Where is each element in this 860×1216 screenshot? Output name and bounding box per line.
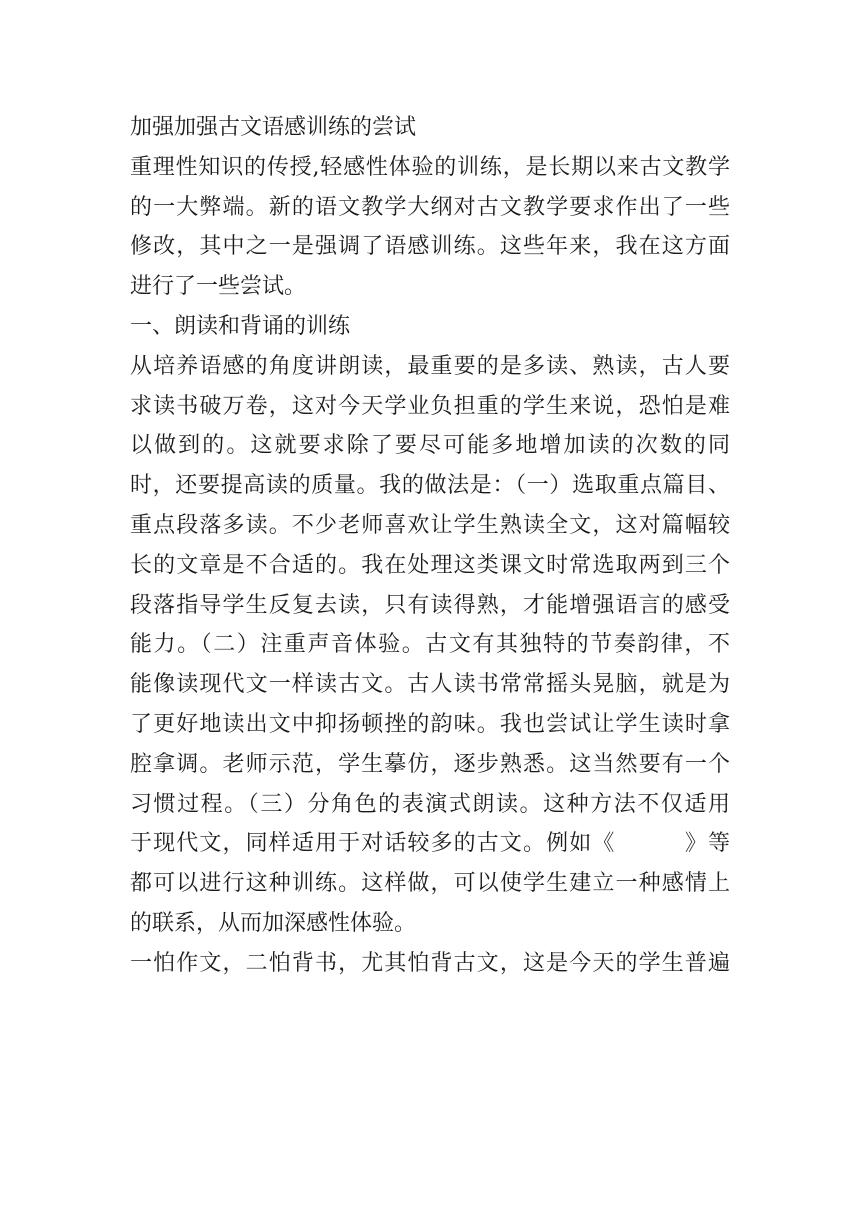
- paragraph-line: 了更好地读出文中抑扬顿挫的韵味。我也尝试让学生读时拿: [130, 711, 730, 737]
- paragraph-line: 长的文章是不合适的。我在处理这类课文时常选取两到三个: [130, 552, 730, 578]
- paragraph-line: 求读书破万卷，这对今天学业负担重的学生来说，恐怕是难: [130, 393, 730, 419]
- paragraph-line: 的一大弊端。新的语文教学大纲对古文教学要求作出了一些: [130, 194, 730, 220]
- paragraph-line: 腔拿调。老师示范，学生摹仿，逐步熟悉。这当然要有一个: [130, 751, 730, 777]
- paragraph-line: 从培养语感的角度讲朗读，最重要的是多读、熟读，古人要: [130, 353, 730, 379]
- paragraph-line: 段落指导学生反复去读，只有读得熟，才能增强语言的感受: [130, 592, 730, 618]
- document-title: 加强加强古文语感训练的尝试: [130, 115, 417, 140]
- paragraph-line: 一怕作文，二怕背书，尤其怕背古文，这是今天的学生普遍: [130, 950, 730, 976]
- paragraph-line: 重理性知识的传授,轻感性体验的训练，是长期以来古文教学: [130, 154, 730, 180]
- document-body: [130, 108, 730, 984]
- paragraph-line: 能力。（二）注重声音体验。古文有其独特的节奏韵律，不: [130, 632, 730, 658]
- paragraph-line: 进行了一些尝试。: [130, 274, 307, 300]
- paragraph-line: 以做到的。这就要求除了要尽可能多地增加读的次数的同: [130, 433, 730, 459]
- paragraph-line: 于现代文，同样适用于对话较多的古文。例如《 》等: [130, 831, 730, 857]
- paragraph-line: 的联系，从而加深感性体验。: [130, 910, 417, 936]
- paragraph-line: 能像读现代文一样读古文。古人读书常常摇头晃脑，就是为: [130, 672, 730, 698]
- paragraph-line: 重点段落多读。不少老师喜欢让学生熟读全文，这对篇幅较: [130, 512, 730, 538]
- section-heading: 一、朗读和背诵的训练: [130, 313, 351, 339]
- paragraph-line: 都可以进行这种训练。这样做，可以使学生建立一种感情上: [130, 871, 730, 897]
- paragraph-line: 习惯过程。（三）分角色的表演式朗读。这种方法不仅适用: [130, 791, 730, 817]
- paragraph-line: 修改，其中之一是强调了语感训练。这些年来，我在这方面: [130, 234, 730, 260]
- paragraph-line: 时，还要提高读的质量。我的做法是：（一）选取重点篇目、: [130, 473, 730, 499]
